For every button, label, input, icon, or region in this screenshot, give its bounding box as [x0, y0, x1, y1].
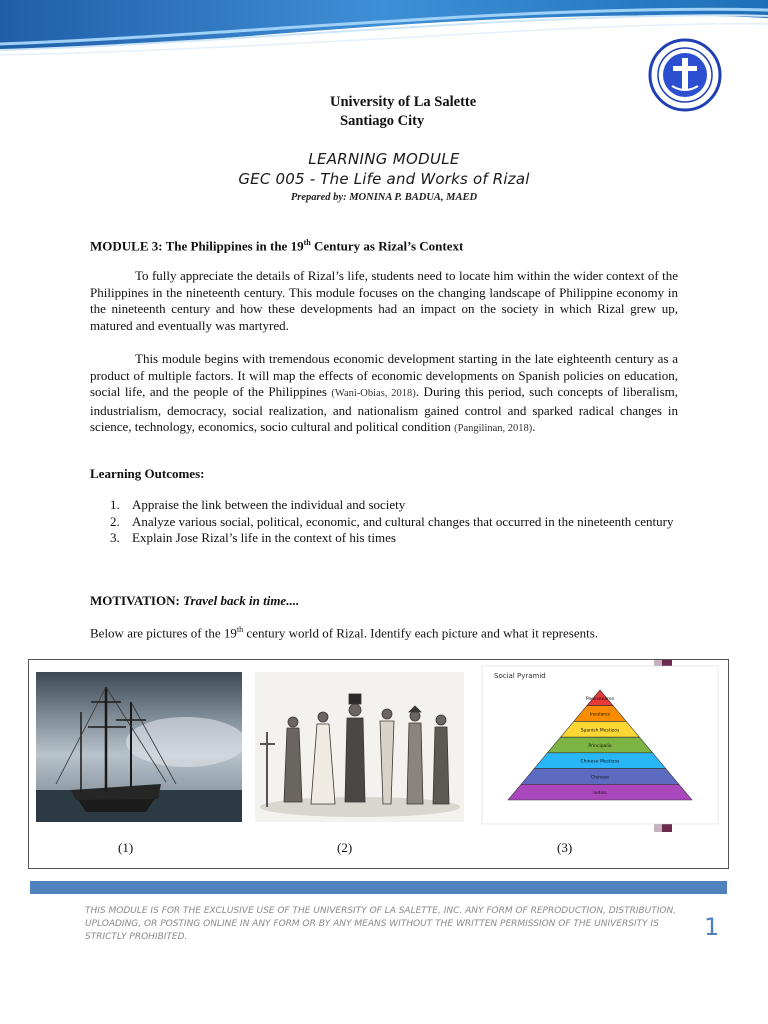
module-heading-prefix: MODULE 3: The Philippines in the 19: [90, 238, 304, 254]
outcome-number: 2.: [110, 513, 120, 529]
pictures-instruction: [90, 625, 598, 641]
citation-wani-obias: (Wani-Obias, 2018): [331, 388, 416, 399]
intro-paragraph: To fully appreciate the details of Rizal’s life, students need to locate him within the wider context of the Philippines in the nineteenth century. This module focuses on the changing landscape of Philippine economy in the nineteenth century and how these developments had an impact on the society in which Rizal grew up, matured and eventually was martyred.: [90, 268, 678, 333]
picture-caption-3: (3): [557, 840, 573, 855]
prepared-by: Prepared by: MONINA P. BADUA, MAED: [290, 192, 478, 203]
pictures-frame: [28, 659, 729, 869]
footer-bar: [30, 881, 727, 894]
outcome-item: [90, 514, 680, 531]
motivation-label: MOTIVATION:: [90, 593, 180, 608]
module-heading-suffix: Century as Rizal’s Context: [310, 238, 464, 254]
instruction-sup: th: [236, 625, 244, 634]
outcome-number: 3.: [110, 530, 120, 545]
body-text-b: . During this period, such concepts of liberalism, industrialism, democracy, social realization, and nationalism gained control and sparked radical changes in science, technology, economics, socio cultural and political condition: [90, 384, 679, 434]
outcome-text: Appraise the link between the individual and society: [132, 497, 406, 512]
pyramid-band-label: Peninsulares: [585, 696, 615, 702]
motivation-text: Travel back in time....: [183, 593, 300, 608]
picture-caption-1: (1): [118, 840, 134, 855]
body-text-end: .: [532, 419, 536, 434]
pyramid-band-label: Spanish Mestizos: [580, 728, 620, 734]
outcome-item: [90, 497, 680, 514]
university-name-block: [330, 93, 476, 131]
pyramid-band-label: Insulares: [589, 712, 611, 718]
module-heading: [90, 238, 463, 254]
filipino-people-sketch-image: [255, 672, 464, 822]
pyramid-band-label: Chinese Mestizos: [580, 759, 620, 765]
outcome-text: Explain Jose Rizal’s life in the context of his times: [132, 530, 396, 545]
citation-pangilinan: (Pangilinan, 2018): [454, 423, 533, 434]
outcome-item: [90, 530, 680, 547]
pyramid-title: Social Pyramid: [494, 672, 546, 680]
instruction-prefix: Below are pictures of the 19: [90, 625, 237, 641]
module-heading-sup: th: [303, 238, 311, 247]
university-city: Santiago City: [340, 113, 425, 129]
picture-caption-2: (2): [337, 840, 353, 855]
learning-outcomes-list: [90, 497, 680, 547]
footer-notice: THIS MODULE IS FOR THE EXCLUSIVE USE OF THE UNIVERSITY OF LA SALETTE, INC. ANY FORM OF REPRODUCTION, DISTRIBUTION, UPLOADING, OR POSTING ONLINE IN ANY FORM OR BY ANY MEANS WITHOUT THE WRITTEN PERMISSION OF THE UNIVERSITY IS STRICTLY PROHIBITED.: [85, 906, 677, 942]
learning-module-heading: LEARNING MODULE: [308, 150, 460, 168]
pyramid-band-label: Principalia: [588, 744, 612, 749]
course-title: GEC 005 - The Life and Works of Rizal: [238, 170, 530, 188]
page-number: 1: [704, 913, 720, 941]
galleon-ship-image: [36, 672, 242, 822]
learning-outcomes-title: Learning Outcomes:: [90, 466, 205, 481]
outcome-number: 1.: [110, 497, 120, 512]
instruction-suffix: century world of Rizal. Identify each picture and what it represents.: [243, 625, 599, 641]
pyramid-band-label: Indios: [593, 791, 607, 797]
pyramid-band-label: Chinese: [591, 775, 609, 781]
university-name: University of La Salette: [330, 94, 477, 110]
body-text-a: This module begins with tremendous economic development starting in the late eighteenth century as a product of multiple factors. It will map the effects of economic developments on Spanish policies on education, social life, and the people of the Philippines: [90, 351, 678, 399]
social-pyramid-image: [470, 660, 728, 832]
motivation-line: [90, 593, 299, 609]
outcome-text: Analyze various social, political, economic, and cultural changes that occurred in the nineteenth century: [132, 513, 674, 529]
body-paragraph: [90, 351, 678, 438]
university-seal-icon: [648, 38, 722, 112]
